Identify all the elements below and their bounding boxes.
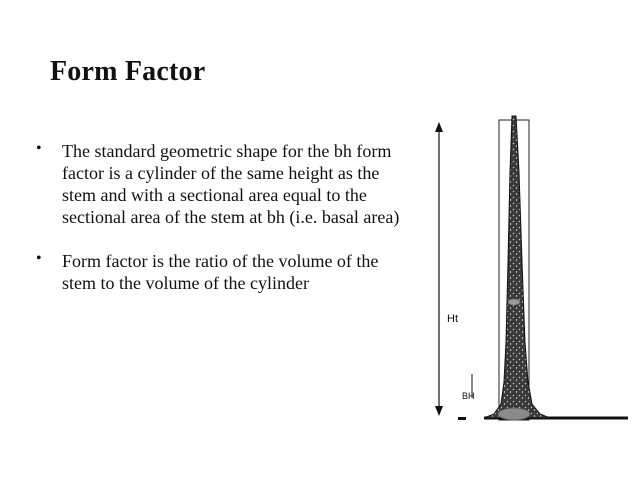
- bullet-text: The standard geometric shape for the bh form factor is a cylinder of the same height as the stem and with a sectional area equal to the sectional area of the stem at bh (i.e. basal area): [62, 141, 400, 227]
- bullet-dot-icon: •: [36, 140, 42, 157]
- bullet-text: Form factor is the ratio of the volume of the stem to the volume of the cylinder: [62, 251, 379, 293]
- bullet-dot-icon: •: [36, 250, 42, 267]
- bh-section: [508, 299, 520, 305]
- ground-marker-icon: [458, 417, 466, 420]
- height-label: Ht: [447, 313, 458, 325]
- basal-section: [498, 408, 530, 420]
- tree-stem-diagram: [428, 112, 628, 432]
- bh-label: BH: [462, 391, 475, 401]
- stem-shape: [484, 116, 550, 418]
- bullet-item: [36, 250, 416, 294]
- bullet-list: [36, 140, 416, 316]
- bullet-item: [36, 140, 416, 228]
- slide-title: Form Factor: [50, 56, 206, 87]
- height-arrow-icon: [435, 122, 443, 416]
